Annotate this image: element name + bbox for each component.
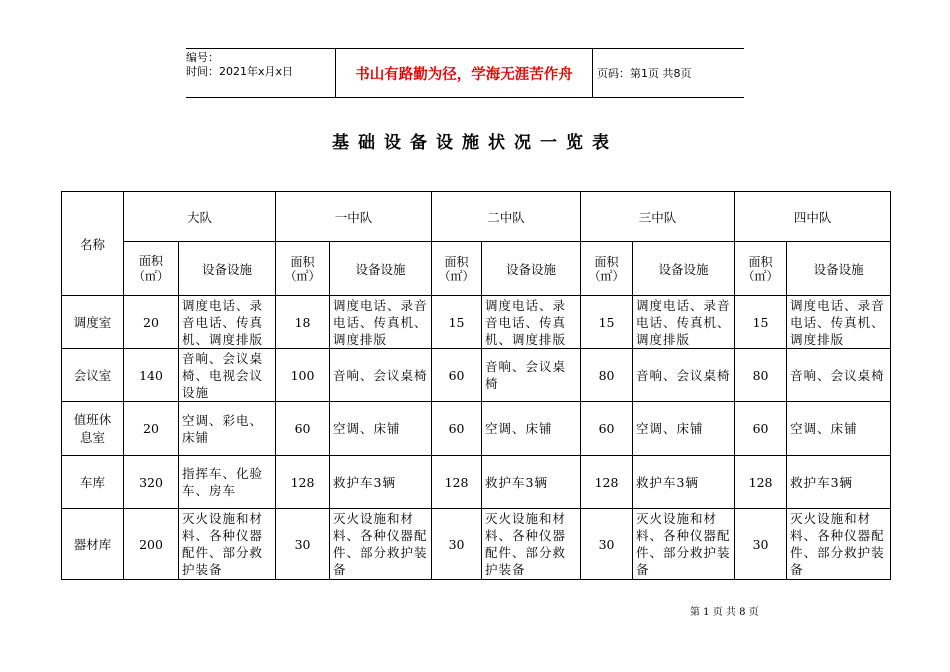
table-row [62,402,891,456]
table-row [62,349,891,402]
equipment-cell: 指挥车、化验车、房车 [179,456,276,509]
table-row [62,296,891,349]
header-meta [186,49,336,97]
area-header: 面积（㎡） [432,242,482,296]
area-cell: 128 [276,456,330,509]
page-footer: 第 1 页 共 8 页 [690,607,759,618]
equipment-cell: 调度电话、录音电话、传真机、调度排版 [330,296,432,349]
table-header-units [62,192,891,242]
equipment-cell: 音响、会议桌椅 [787,349,891,402]
equipment-cell: 灭火设施和材料、各种仪器配件、部分救护装备 [633,509,735,580]
area-cell: 60 [276,402,330,456]
area-cell: 30 [735,509,787,580]
area-cell: 15 [581,296,633,349]
table-row [62,456,891,509]
equipment-header: 设备设施 [482,242,581,296]
area-cell: 100 [276,349,330,402]
area-cell: 15 [432,296,482,349]
area-header: 面积（㎡） [124,242,179,296]
area-header: 面积（㎡） [735,242,787,296]
equipment-cell: 灭火设施和材料、各种仪器配件、部分救护装备 [330,509,432,580]
row-name: 器材库 [62,509,124,580]
row-name: 车库 [62,456,124,509]
area-cell: 128 [581,456,633,509]
area-header: 面积（㎡） [581,242,633,296]
area-cell: 30 [581,509,633,580]
area-cell: 80 [735,349,787,402]
equipment-cell: 调度电话、录音电话、传真机、调度排版 [179,296,276,349]
unit-header: 一中队 [276,192,432,242]
equipment-cell: 调度电话、录音电话、传真机、调度排版 [482,296,581,349]
area-cell: 30 [276,509,330,580]
area-cell: 60 [581,402,633,456]
equipment-cell: 灭火设施和材料、各种仪器配件、部分救护装备 [787,509,891,580]
table-header-columns [62,242,891,296]
equipment-header: 设备设施 [330,242,432,296]
area-cell: 60 [735,402,787,456]
area-cell: 128 [735,456,787,509]
row-name: 值班休息室 [62,402,124,456]
unit-header: 大队 [124,192,276,242]
time-label: 时间：2021年x月x日 [186,65,294,78]
name-header: 名称 [62,192,124,296]
area-cell: 60 [432,402,482,456]
area-cell: 60 [432,349,482,402]
equipment-cell: 空调、床铺 [787,402,891,456]
equipment-cell: 灭火设施和材料、各种仪器配件、部分救护装备 [482,509,581,580]
equipment-cell: 灭火设施和材料、各种仪器配件、部分救护装备 [179,509,276,580]
equipment-cell: 音响、会议桌椅 [330,349,432,402]
header-page-code: 页码：第1页 共8页 [597,67,692,80]
equipment-cell: 救护车3辆 [633,456,735,509]
equipment-header: 设备设施 [633,242,735,296]
area-cell: 15 [735,296,787,349]
equipment-cell: 调度电话、录音电话、传真机、调度排版 [787,296,891,349]
equipment-cell: 空调、床铺 [330,402,432,456]
row-name: 调度室 [62,296,124,349]
equipment-cell: 调度电话、录音电话、传真机、调度排版 [633,296,735,349]
facilities-table [61,191,891,580]
header-motto: 书山有路勤为径，学海无涯苦作舟 [336,49,593,97]
area-cell: 128 [432,456,482,509]
equipment-cell: 音响、会议桌椅、电视会议设施 [179,349,276,402]
equipment-cell: 救护车3辆 [330,456,432,509]
unit-header: 四中队 [735,192,891,242]
unit-header: 二中队 [432,192,581,242]
equipment-header: 设备设施 [179,242,276,296]
area-cell: 320 [124,456,179,509]
area-cell: 80 [581,349,633,402]
unit-header: 三中队 [581,192,735,242]
area-cell: 18 [276,296,330,349]
equipment-cell: 救护车3辆 [787,456,891,509]
document-header [186,48,744,98]
number-label: 编号： [186,51,219,64]
equipment-cell: 救护车3辆 [482,456,581,509]
equipment-header: 设备设施 [787,242,891,296]
area-cell: 30 [432,509,482,580]
row-name: 会议室 [62,349,124,402]
equipment-cell: 空调、床铺 [633,402,735,456]
area-cell: 20 [124,296,179,349]
area-cell: 140 [124,349,179,402]
area-cell: 200 [124,509,179,580]
equipment-cell: 空调、床铺 [482,402,581,456]
area-cell: 20 [124,402,179,456]
equipment-cell: 空调、彩电、床铺 [179,402,276,456]
area-header: 面积（㎡） [276,242,330,296]
page-title: 基础设备设施状况一览表 [332,133,618,153]
equipment-cell: 音响、会议桌椅 [633,349,735,402]
equipment-cell: 音响、会议桌椅 [482,349,581,402]
table-row [62,509,891,580]
